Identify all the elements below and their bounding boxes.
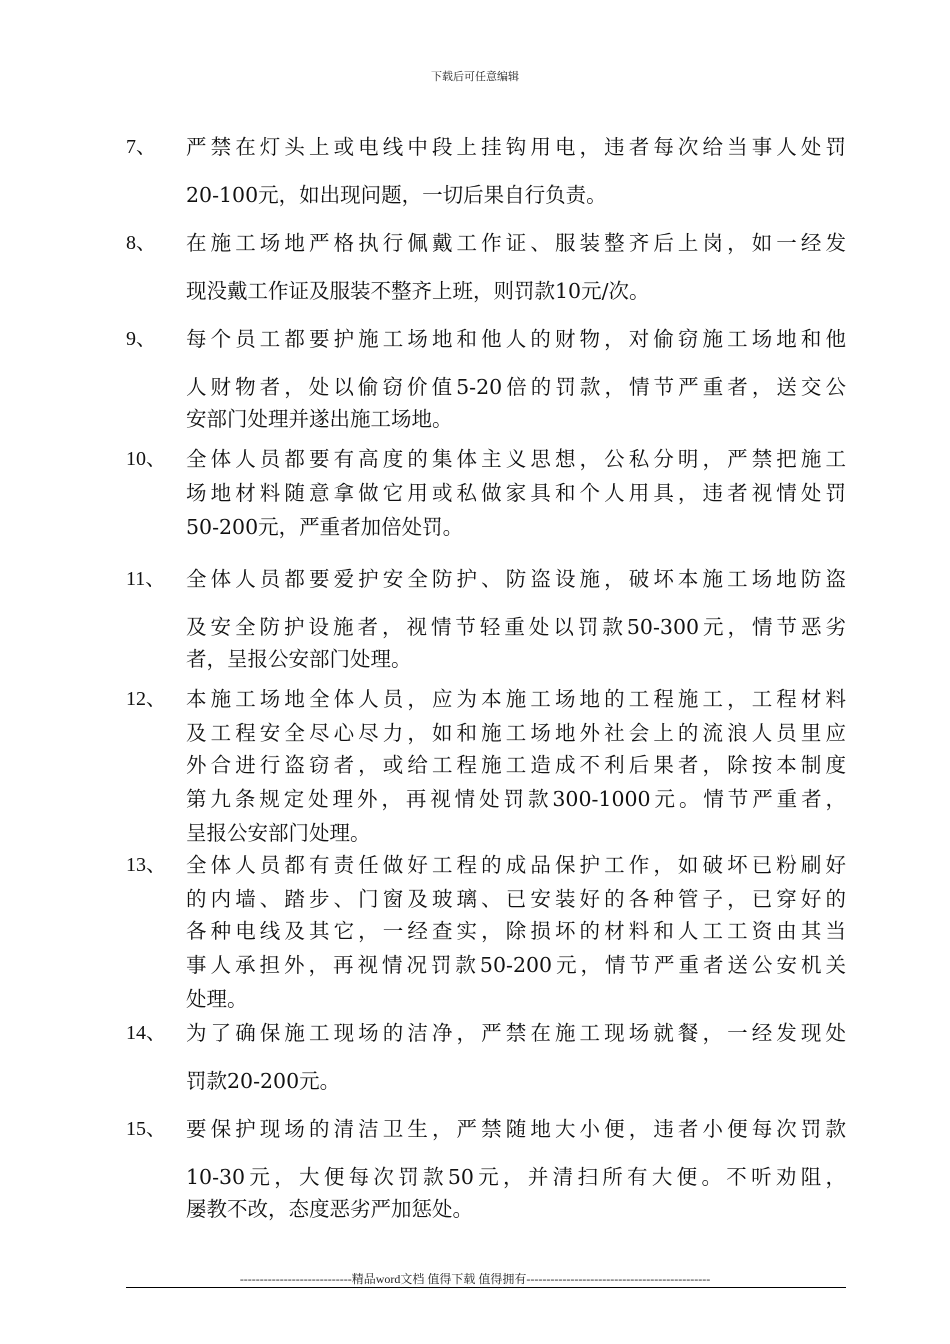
regulation-number: 14、 <box>126 1022 166 1044</box>
regulation-line: 严禁在灯头上或电线中段上挂钩用电，违者每次给当事人处罚 <box>186 135 846 159</box>
regulation-line: 全体人员都要有高度的集体主义思想，公私分明，严禁把施工 <box>186 447 846 471</box>
regulation-line: 人财物者，处以偷窃价值5-20倍的罚款，情节严重者，送交公 <box>186 375 846 399</box>
regulation-line: 外合进行盗窃者，或给工程施工造成不利后果者，除按本制度 <box>186 753 846 777</box>
regulation-line: 现没戴工作证及服装不整齐上班，则罚款10元/次。 <box>186 279 650 303</box>
regulation-line: 屡教不改，态度恶劣严加惩处。 <box>186 1197 473 1221</box>
regulation-line: 第九条规定处理外，再视情处罚款300-1000元。情节严重者， <box>186 787 846 811</box>
regulation-line: 全体人员都有责任做好工程的成品保护工作，如破坏已粉刷好 <box>186 853 846 877</box>
regulation-number: 10、 <box>126 448 166 470</box>
regulation-line: 全体人员都要爱护安全防护、防盗设施，破坏本施工场地防盗 <box>186 567 846 591</box>
regulation-line: 在施工场地严格执行佩戴工作证、服装整齐后上岗，如一经发 <box>186 231 846 255</box>
regulation-line: 10-30元，大便每次罚款50元，并清扫所有大便。不听劝阻， <box>186 1165 846 1189</box>
footer-divider <box>126 1287 846 1288</box>
regulation-line: 20-100元，如出现问题，一切后果自行负责。 <box>186 183 607 207</box>
regulation-line: 罚款20-200元。 <box>186 1069 341 1093</box>
regulation-number: 11、 <box>126 568 166 590</box>
regulation-number: 9、 <box>126 328 156 350</box>
page-header-note: 下载后可任意编辑 <box>431 70 519 83</box>
regulation-number: 15、 <box>126 1118 166 1140</box>
regulation-line: 要保护现场的清洁卫生，严禁随地大小便，违者小便每次罚款 <box>186 1117 846 1141</box>
regulation-line: 的内墙、踏步、门窗及玻璃、已安装好的各种管子，已穿好的 <box>186 887 846 911</box>
regulation-number: 8、 <box>126 232 156 254</box>
regulation-line: 为了确保施工现场的洁净，严禁在施工现场就餐，一经发现处 <box>186 1021 846 1045</box>
regulation-line: 本施工场地全体人员，应为本施工场地的工程施工，工程材料 <box>186 687 846 711</box>
regulation-line: 50-200元，严重者加倍处罚。 <box>186 515 464 539</box>
regulation-line: 事人承担外，再视情况罚款50-200元，情节严重者送公安机关 <box>186 953 846 977</box>
regulation-line: 及工程安全尽心尽力，如和施工场地外社会上的流浪人员里应 <box>186 721 846 745</box>
regulation-line: 每个员工都要护施工场地和他人的财物，对偷窃施工场地和他 <box>186 327 846 351</box>
regulation-line: 安部门处理并遂出施工场地。 <box>186 407 453 431</box>
regulation-number: 7、 <box>126 136 156 158</box>
regulation-line: 及安全防护设施者，视情节轻重处以罚款50-300元，情节恶劣 <box>186 615 846 639</box>
regulation-number: 12、 <box>126 688 166 710</box>
regulation-number: 13、 <box>126 854 166 876</box>
regulation-line: 各种电线及其它，一经查实，除损坏的材料和人工工资由其当 <box>186 919 846 943</box>
regulation-line: 呈报公安部门处理。 <box>186 821 371 845</box>
regulation-line: 者，呈报公安部门处理。 <box>186 647 412 671</box>
regulation-line: 处理。 <box>186 987 248 1011</box>
regulation-line: 场地材料随意拿做它用或私做家具和个人用具，违者视情处罚 <box>186 481 846 505</box>
page-footer-note: ----------------------------精品word文档 值得下载 值得拥有---------------------------------------------- <box>239 1272 711 1286</box>
